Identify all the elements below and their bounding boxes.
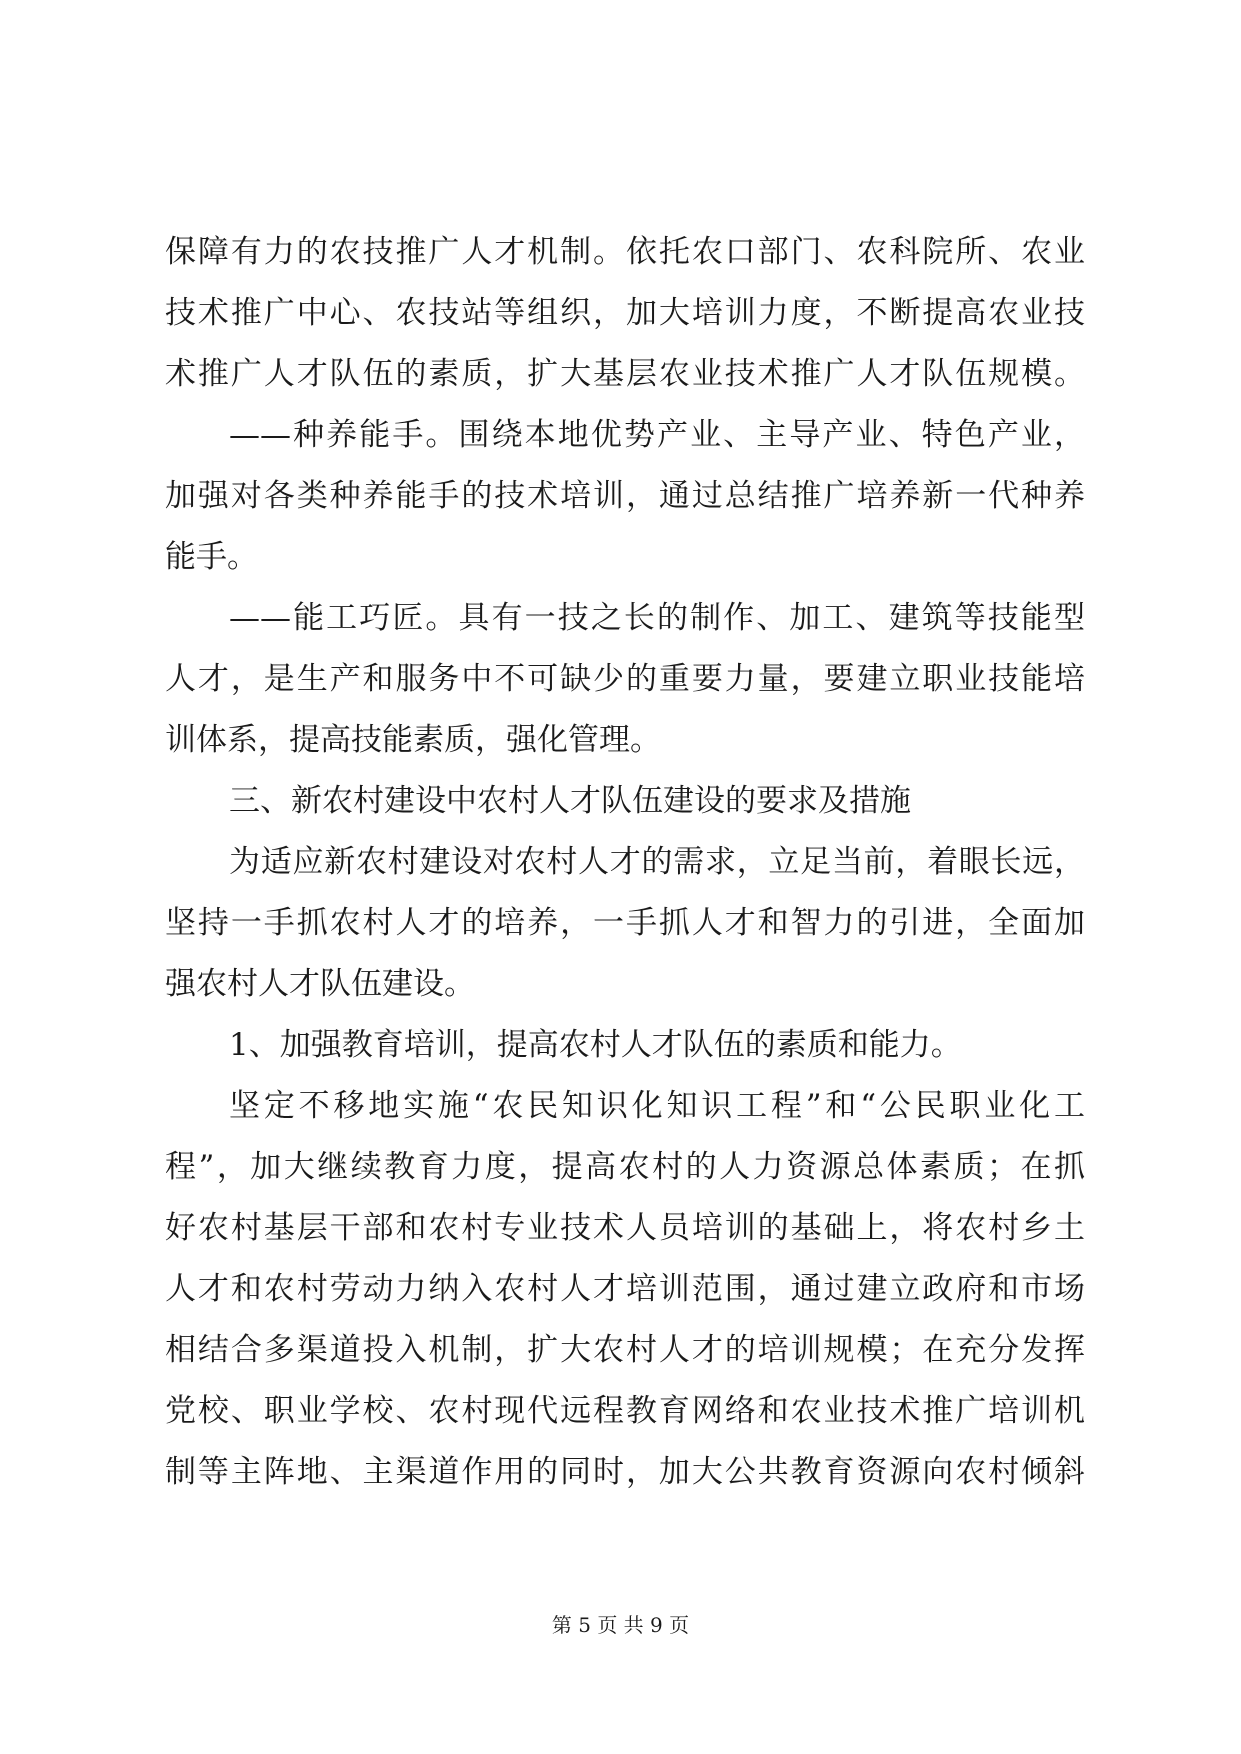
text-line: ——种养能手。围绕本地优势产业、主导产业、特色产业，	[229, 417, 1085, 453]
text-line: 为适应新农村建设对农村人才的需求，立足当前，着眼长远，	[229, 844, 1085, 880]
text-line: 党校、职业学校、农村现代远程教育网络和农业技术推广培训机	[165, 1393, 1085, 1429]
text-line: 能手。	[165, 539, 258, 575]
text-line: 制等主阵地、主渠道作用的同时，加大公共教育资源向农村倾斜	[165, 1454, 1085, 1490]
text-line: 训体系，提高技能素质，强化管理。	[165, 722, 661, 758]
text-line: 人才和农村劳动力纳入农村人才培训范围，通过建立政府和市场	[165, 1271, 1085, 1307]
text-line: 坚持一手抓农村人才的培养，一手抓人才和智力的引进，全面加	[165, 905, 1085, 941]
text-line: 术推广人才队伍的素质，扩大基层农业技术推广人才队伍规模。	[165, 356, 1085, 392]
text-line: 相结合多渠道投入机制，扩大农村人才的培训规模；在充分发挥	[165, 1332, 1085, 1368]
text-line: 保障有力的农技推广人才机制。依托农口部门、农科院所、农业	[165, 234, 1085, 270]
text-line: 技术推广中心、农技站等组织，加大培训力度，不断提高农业技	[165, 295, 1085, 331]
subsection-heading: 1、加强教育培训，提高农村人才队伍的素质和能力。	[229, 1027, 962, 1063]
text-line: 程”，加大继续教育力度，提高农村的人力资源总体素质；在抓	[165, 1149, 1085, 1185]
text-line: 强农村人才队伍建设。	[165, 966, 475, 1002]
text-line: 人才，是生产和服务中不可缺少的重要力量，要建立职业技能培	[165, 661, 1085, 697]
text-line: ——能工巧匠。具有一技之长的制作、加工、建筑等技能型	[229, 600, 1085, 636]
text-line: 坚定不移地实施“农民知识化知识工程”和“公民职业化工	[229, 1088, 1085, 1124]
text-line: 好农村基层干部和农村专业技术人员培训的基础上，将农村乡土	[165, 1210, 1085, 1246]
page-number-footer: 第 5 页 共 9 页	[551, 1613, 690, 1637]
section-heading: 三、新农村建设中农村人才队伍建设的要求及措施	[229, 783, 911, 819]
text-line: 加强对各类种养能手的技术培训，通过总结推广培养新一代种养	[165, 478, 1085, 514]
